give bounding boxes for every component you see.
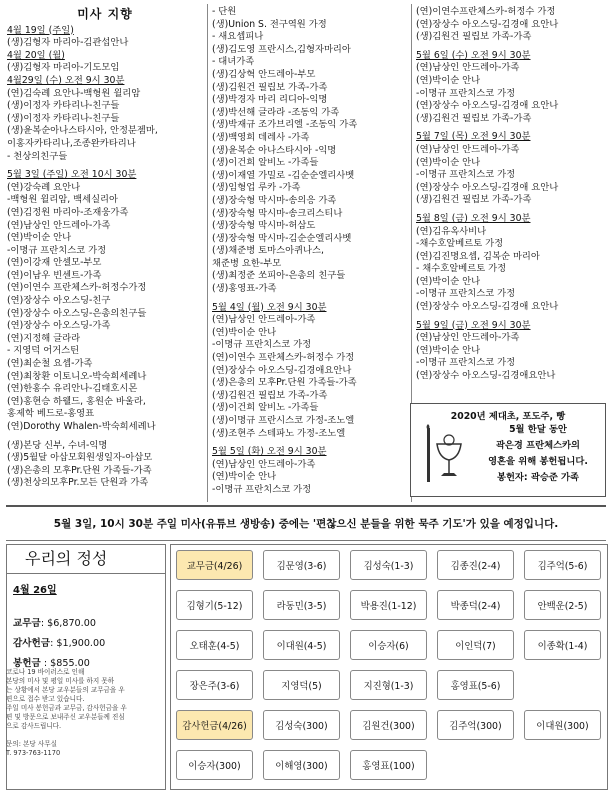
mass-intention-line: (생)백영희 데레사 -가족 [212, 131, 310, 143]
mass-intention-line: (생)채준병 토마스아퀴나스, [212, 245, 324, 257]
mass-intention-line: - 지영덕 어거스틴 [7, 345, 80, 357]
mass-intention-line: (생)박재규 조가브리엘 -조동익 가족 [212, 119, 358, 131]
mass-intention-line: (생)김원건 필립보 가족-가족 [416, 31, 532, 43]
mass-intention-line: -백형원 윌리암, 백세실리아 [7, 194, 119, 206]
mass-intention-line: (연)최창환 이토니오-박숙희세례나 [7, 370, 147, 382]
mass-intention-line: - 대녀가족 [212, 56, 255, 68]
donor-grid [170, 544, 608, 790]
mass-intention-line: (연)Dorothy Whalen-박숙희세례나 [7, 421, 156, 432]
donor-cell: 이승자(6) [350, 630, 427, 660]
offering-notes [6, 668, 158, 758]
mass-intention-line: (연)지정해 글라라 [7, 332, 81, 344]
mass-intention-line: (생)Union S. 전구역원 가정 [212, 18, 327, 30]
mass-intention-line: (생)김도영 프란시스,김형자마리아 [212, 43, 351, 55]
mass-intention-line: (생)김상혁 안드레아-부모 [212, 68, 316, 80]
offering-note-line: 본당의 미사 및 평일 미사를 하지 못하 [6, 677, 115, 685]
mass-intention-line: (연)남상인 안드레아-가족 [212, 314, 316, 326]
mass-intention-line: (생)홍영표-가족 [212, 283, 277, 295]
mass-intention-line: (연)남상인 안드레아-가족 [416, 143, 520, 155]
mass-intention-line: (생)장숙형 막시마-김순순엘리사벳 [212, 232, 352, 244]
mass-intention-line: (연)김진명요셉, 김복순 마리아 [416, 250, 540, 262]
mass-intention-line: (연)홍현승 하웰드, 홍원순 바울라, [7, 395, 146, 407]
mass-intention-line: (연)이연수프란체스카-허정수 가정 [416, 6, 556, 17]
donor-cell: 이인덕(7) [437, 630, 514, 660]
donor-cell: 김종진(2-4) [437, 550, 514, 580]
mass-intention-line: - 채수호알베르토 가정 [416, 263, 507, 275]
mass-intention-line: (연)남상인 안드레아-가족 [212, 458, 316, 470]
donor-cell: 김원건(300) [350, 710, 427, 740]
mass-intention-line: (생)이명규 프란시스코 가정-조노엘 [212, 415, 355, 426]
donor-cell: 김주억(5-6) [524, 550, 601, 580]
section-divider [6, 540, 606, 541]
mass-date-header: 5월 6일 (수) 오전 9시 30분 [416, 49, 531, 61]
donor-cell: 김문영(3-6) [263, 550, 340, 580]
altar-offering-title: 2020년 제대초, 포도주, 빵 [450, 411, 566, 422]
mass-date-header: 5월 9일 (금) 오전 9시 30분 [416, 319, 531, 331]
donor-cell: 지영덕(5) [263, 670, 340, 700]
offering-note-line: 편으로 접수 받고 있습니다. [6, 695, 85, 703]
donor-cell [437, 750, 514, 780]
mass-intention-line: (생)윤복순아나스타시아, 안정분젬마, [7, 125, 158, 137]
section-divider [6, 505, 606, 507]
mass-intention-line: (연)장상수 아오스딩-김경애요안나 [416, 370, 556, 382]
mass-intentions-column-3 [416, 6, 606, 383]
donor-cell: 김성숙(1-3) [350, 550, 427, 580]
mass-intentions-title: 미사 지향 [77, 7, 133, 21]
donor-cell: 이대원(4-5) [263, 630, 340, 660]
mass-intention-line: (생)김원건 필립보 가족-가족 [416, 194, 532, 206]
mass-intention-line: (생)이건희 알비노 -가족들 [212, 157, 319, 169]
mass-intention-line: (연)김정원 마리아-조재웅가족 [7, 206, 129, 218]
offering-row-collection: 봉헌금 : $855.00 [13, 658, 90, 669]
donor-cell: 김형기(5-12) [176, 590, 253, 620]
mass-intention-line: (연)장상수 아오스딩-김경애 요안나 [416, 301, 559, 313]
chalice-candle-icon [421, 422, 467, 488]
mass-intention-line: (연)박이순 안나 [416, 344, 481, 356]
mass-intention-line: (생)김형자 마리아-김관섭안나 [7, 37, 129, 49]
mass-intention-line: (연)강숙례 요안나 [7, 181, 81, 193]
offering-note-line: 으로 감사드립니다. [6, 722, 62, 730]
mass-intention-line: (연)장상수 아오스딩-김경애 요안나 [416, 18, 559, 30]
mass-intention-line: (연)박이순 안나 [416, 74, 481, 86]
mass-intention-line: 홍제학 베드로-홍영표 [7, 408, 95, 420]
mass-intention-line: - 단원 [212, 6, 237, 17]
mass-date-header: 4월29일 (수) 오전 9시 30분 [7, 74, 125, 86]
altar-offering-line: 봉헌자: 곽승준 가족 [496, 472, 580, 483]
mass-intention-line: (생)5월달 아삽모회원생일자-아삽모 [7, 452, 153, 464]
mass-intention-line: (연)장상수 아오스딩-김경애요안나 [212, 364, 352, 376]
mass-date-header: 5월 5일 (화) 오전 9시 30분 [212, 446, 327, 458]
mass-intention-line: (연)이연수 프란체스카-허정수가정 [7, 282, 147, 294]
mass-intention-line: (생)김원건 필립보 가족-가족 [212, 389, 328, 401]
mass-intention-line: (연)박이순 안나 [212, 326, 277, 338]
mass-intention-line: (생)본당 신부, 수녀-익명 [7, 439, 108, 451]
mass-intention-line: (연)한홍수 유리안나-김태호시몬 [7, 383, 138, 395]
mass-intention-line: (연)박이순 안나 [416, 275, 481, 287]
mass-intention-line: (생)이건희 알비노 -가족들 [212, 402, 319, 414]
donor-cell: 박용진(1-12) [350, 590, 427, 620]
altar-offering-line: 곽은경 프란체스카의 [495, 440, 581, 451]
mass-intention-line: - 천상의친구들 [7, 150, 68, 162]
mass-intention-line: 이홍자카타리나,조종완카타리나 [7, 137, 136, 149]
offering-note-line: 코로나 19 바이러스로 인해 [6, 668, 85, 676]
offering-note-line: 는 상황에서 본당 교우분들의 교무금을 우 [6, 686, 125, 694]
donor-cell: 이대원(300) [524, 710, 601, 740]
mass-intention-line: (생)김원건 필립보 가족-가족 [416, 112, 532, 124]
mass-intention-line: (생)은총의 모후Pr.단원 가족들-가족 [7, 464, 152, 476]
mass-intention-line: 채준병 요한-부모 [212, 257, 282, 269]
mass-date-header: 5월 7일 (목) 오전 9시 30분 [416, 131, 531, 143]
mass-intention-line: - 새요셉피나 [212, 31, 264, 43]
altar-offering-box [410, 403, 606, 497]
mass-intention-line: -이명규 프란치스코 가정 [7, 244, 107, 256]
mass-intention-line: (연)이남우 빈센트-가족 [7, 269, 102, 281]
mass-intention-line: -이명규 프란치스코 가정 [212, 483, 312, 495]
mass-intention-line: -이명규 프란치스코 가정 [416, 87, 516, 99]
mass-intention-line: (생)장숙형 막시마-송의응 가족 [212, 194, 337, 206]
donor-cell: 이종확(1-4) [524, 630, 601, 660]
mass-intention-line: (생)은총의 모후Pr.단원 가족들-가족 [212, 377, 357, 389]
donor-cell: 오태훈(4-5) [176, 630, 253, 660]
mass-intention-line: (생)장숙형 막시마-허삼도 [212, 220, 316, 232]
mass-intention-line: (연)이강재 안셀모-부모 [7, 257, 102, 269]
mass-intention-line: (생)박선해 글라라 -조동익 가족 [212, 106, 340, 118]
offering-row-tithe: 교무금: $6,870.00 [13, 618, 96, 629]
donor-cell: 박종덕(2-4) [437, 590, 514, 620]
mass-intention-line: (연)장상수 아오스딩-김경애 요안나 [416, 181, 559, 193]
mass-intention-line: (생)이재열 가밀로 -김순순엘리사벳 [212, 169, 355, 181]
donor-cell: 라동민(3-5) [263, 590, 340, 620]
donor-cell: 홍영표(5-6) [437, 670, 514, 700]
offering-row-thanks: 감사헌금: $1,900.00 [13, 638, 106, 649]
mass-intention-line: (연)박이순 안나 [7, 232, 72, 244]
altar-offering-line: 영혼을 위해 봉헌됩니다. [488, 456, 588, 467]
offering-note-line: 문의: 본당 사무실 [6, 740, 58, 748]
mass-intention-line: (연)김숙례 요안나-백형원 윌리암 [7, 87, 141, 99]
offering-note-line: T. 973-763-1170 [6, 749, 61, 757]
mass-intention-line: (생)이정자 카타리나-친구들 [7, 112, 120, 124]
mass-intention-line: (생)김원건 필립보 가족-가족 [212, 81, 328, 93]
column-divider [207, 4, 208, 502]
offering-date: 4월 26일 [13, 585, 57, 596]
donor-cell: 지진형(1-3) [350, 670, 427, 700]
mass-intention-line: (연)이연수 프란체스카-허정수 가정 [212, 352, 355, 364]
donor-cell [524, 750, 601, 780]
mass-intention-line: (생)최정준 쏘피아-은총의 친구들 [212, 270, 346, 282]
mass-intentions-column-1 [7, 6, 203, 490]
mass-intention-line: (생)박경자 마리 리디아-익명 [212, 94, 328, 106]
mass-intention-line: (생)천상의모후Pr.모든 단원과 가족 [7, 477, 149, 489]
mass-intention-line: -채수호알베르토 가정 [416, 238, 504, 250]
mass-intention-line: (연)남상인 안드레아-가족 [416, 62, 520, 74]
donor-cell: 장은주(3-6) [176, 670, 253, 700]
mass-intention-line: (연)박이순 안나 [212, 471, 277, 483]
mass-date-header: 5월 4일 (월) 오전 9시 30분 [212, 301, 327, 313]
offering-note-line [6, 731, 158, 740]
altar-offering-line: 5월 한달 동안 [509, 424, 567, 435]
mass-date-header: 5월 8일 (금) 오전 9시 30분 [416, 212, 531, 224]
mass-intention-line: (생)조현주 스테파노 가정-조노엘 [212, 427, 346, 439]
donor-cell: 이승자(300) [176, 750, 253, 780]
mass-date-header: 4월 19일 (주일) [7, 24, 74, 36]
rosary-notice: 5월 3일, 10시 30분 주일 미사(유튜브 생방송) 중에는 '편찮으신 분들을 위한 묵주 기도'가 있을 예정입니다. [53, 518, 559, 530]
mass-date-header: 5월 3일 (주일) 오전 10시 30분 [7, 169, 137, 181]
mass-intention-line: -이명규 프란치스코 가정 [416, 357, 516, 369]
mass-intention-line: (연)장상수 아오스딩-가족 [7, 320, 111, 332]
mass-intention-line: (생)장숙형 막시마-송크리스티나 [212, 207, 343, 219]
mass-intention-line: (연)최순철 요셉-가족 [7, 358, 93, 370]
mass-intention-line: (생)이정자 카타리나-친구들 [7, 100, 120, 112]
mass-intention-line: (연)박이순 안나 [416, 156, 481, 168]
mass-intention-line: (연)김유옥사비나 [416, 225, 487, 237]
mass-intention-line: (연)장상수 아오스딩-친구 [7, 295, 111, 307]
mass-intention-line: -이명규 프란치스코 가정 [212, 339, 312, 351]
mass-intention-line: (연)장상수 아오스딩-은총의친구들 [7, 307, 147, 319]
mass-intention-line: (연)남상인 안드레아-가족 [416, 332, 520, 344]
offering-note-line: 편 및 방문으로 보내주신 교우분들께 진심 [6, 713, 125, 721]
mass-intention-line: (생)윤복순 아나스타시아 -익명 [212, 144, 337, 156]
mass-intention-line: (연)장상수 아오스딩-김경애 요안나 [416, 100, 559, 112]
donor-category-header: 교무금(4/26) [176, 550, 253, 580]
mass-date-header: 4월 20일 (월) [7, 49, 65, 61]
donor-category-header: 감사헌금(4/26) [176, 710, 253, 740]
mass-intentions-column-2 [212, 6, 408, 497]
mass-intention-line: -이명규 프란치스코 가정 [416, 288, 516, 300]
donor-cell [524, 670, 601, 700]
mass-intention-line: (생)김형자 마리아-기도모임 [7, 62, 120, 74]
donor-cell: 홍영표(100) [350, 750, 427, 780]
mass-intention-line: (연)남상인 안드레아-가족 [7, 219, 111, 231]
mass-intention-line: (생)임형업 루카 -가족 [212, 182, 301, 194]
donor-cell: 김주억(300) [437, 710, 514, 740]
donor-cell: 이해영(300) [263, 750, 340, 780]
donor-cell: 안백운(2-5) [524, 590, 601, 620]
donor-cell: 김성숙(300) [263, 710, 340, 740]
offering-note-line: 주일 미사 봉헌금과 교무금, 감사헌금을 우 [6, 704, 127, 712]
mass-intention-line: -이명규 프란치스코 가정 [416, 169, 516, 181]
offering-title: 우리의 정성 [7, 545, 165, 574]
